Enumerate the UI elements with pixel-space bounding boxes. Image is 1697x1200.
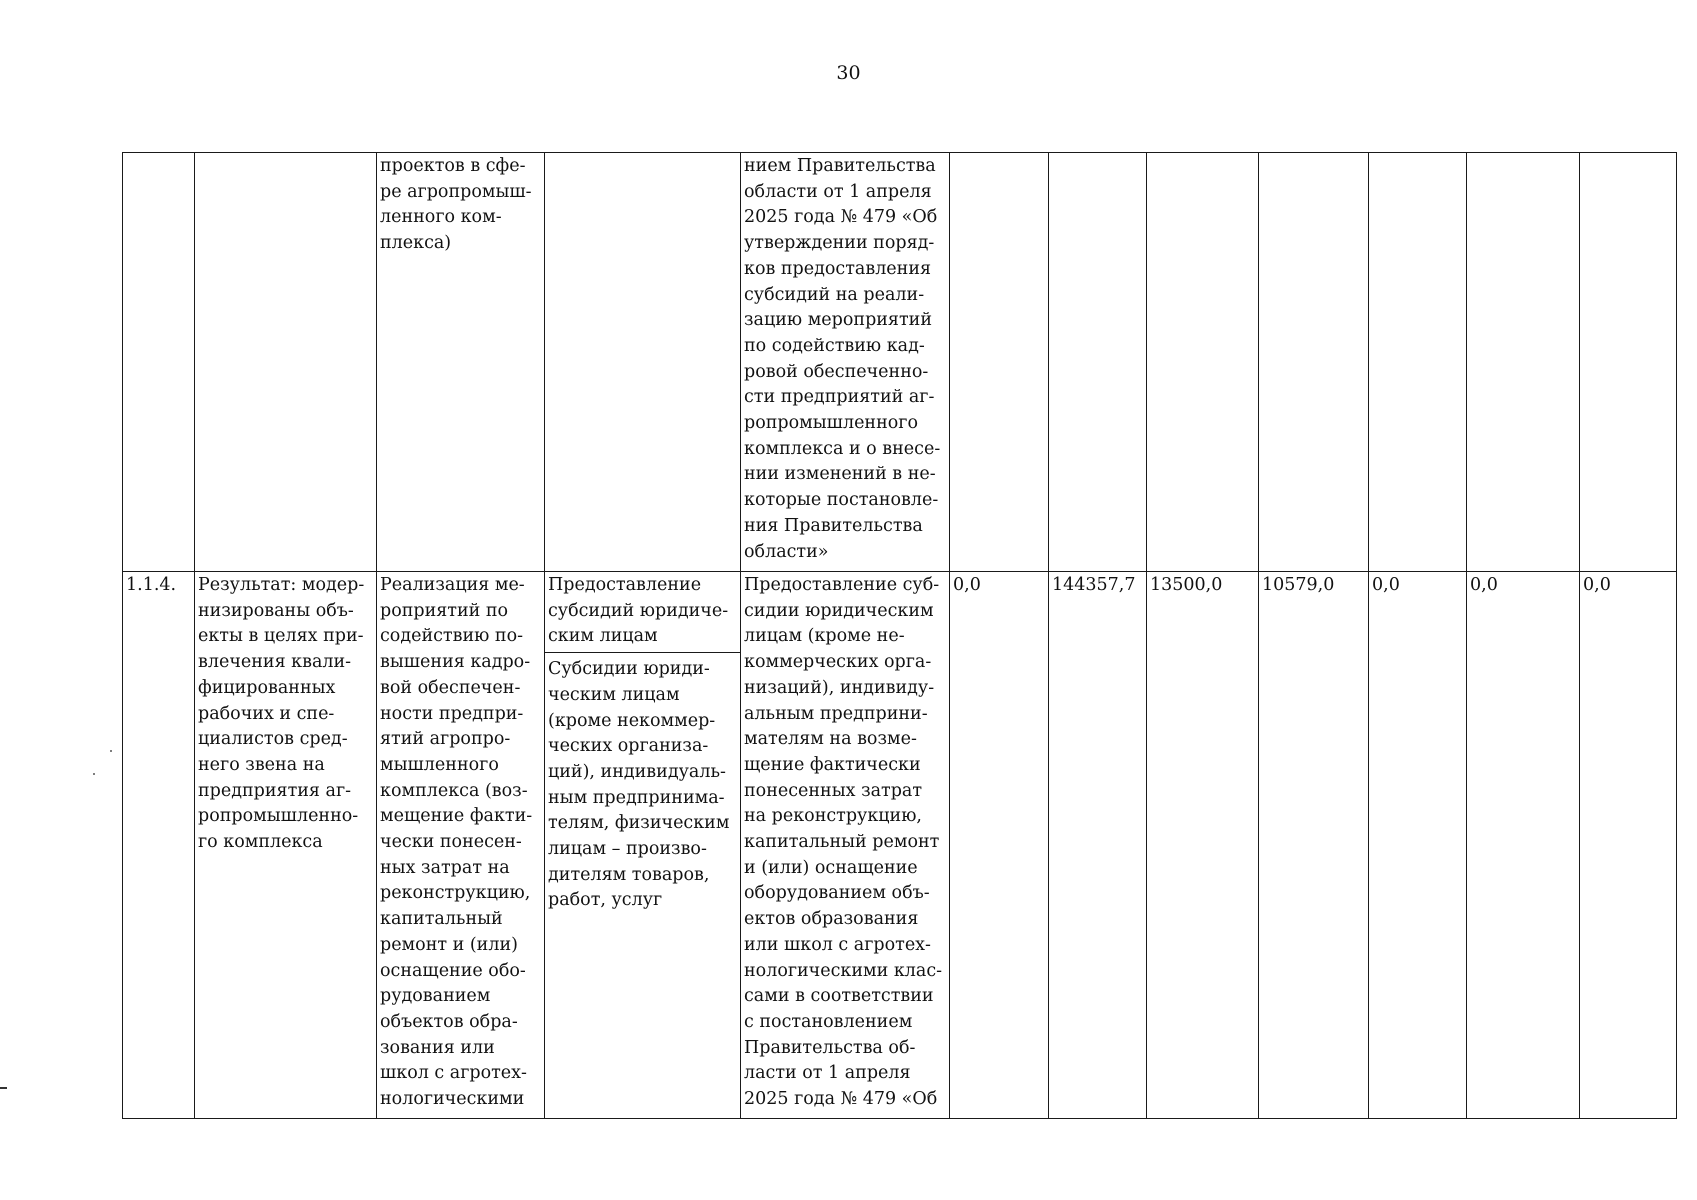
- row-number-cell: 1.1.4.: [123, 572, 195, 1119]
- value-cell: 0,0: [1580, 572, 1677, 1119]
- value-cell: 0,0: [1369, 572, 1467, 1119]
- row-number-cell: [123, 153, 195, 572]
- value-cell: [1049, 153, 1147, 572]
- value-cell: 0,0: [950, 572, 1049, 1119]
- table-row: [123, 572, 1677, 1119]
- value-cell: 144357,7: [1049, 572, 1147, 1119]
- value-cell: 0,0: [1467, 572, 1580, 1119]
- support-type-cell: [545, 572, 741, 1119]
- table-row: [123, 153, 1677, 572]
- support-type-text: Предоставление субсидий юридиче- ским лицам: [545, 572, 740, 653]
- result-cell: Результат: модер- низированы объ- екты в целях при- влечения квали- фицированных рабочих и спе- циалистов сред- него звена на предприятия аг- ропромышленно- го комплекса: [195, 572, 377, 1119]
- page-number: 30: [836, 62, 861, 84]
- measure-cell: Реализация ме- роприятий по содействию по- вышения кадро- вой обеспечен- ности предпри- ятий агропро- мышленного комплекса (воз- мещение факти- чески понесен- ных затрат на реконструкцию, капитальный ремонт и (или) оснащение обо- рудованием объектов обра- зования или школ с агротех- нологическими: [377, 572, 545, 1119]
- program-table: [122, 152, 1677, 1119]
- value-cell: [1147, 153, 1259, 572]
- legal-basis-cell: Предоставление суб- сидии юридическим лицам (кроме не- коммерческих орга- низаций), индивиду- альным предприни- мателям на возме- щение фактически понесенных затрат на реконструкцию, капитальный ремонт и (или) оснащение оборудованием объ- ектов образования или школ с агротех- нологическими клас- сами в соответствии с постановлением Правительства об- ласти от 1 апреля 2025 года № 479 «Об: [741, 572, 950, 1119]
- scan-dot: [93, 773, 95, 775]
- result-cell: [195, 153, 377, 572]
- value-cell: [1467, 153, 1580, 572]
- value-cell: [950, 153, 1049, 572]
- value-cell: 10579,0: [1259, 572, 1369, 1119]
- legal-basis-cell: нием Правительства области от 1 апреля 2025 года № 479 «Об утверждении поряд- ков предоставления субсидий на реали- зацию мероприятий по содействию кад- ровой обеспеченно- сти предприятий аг- ропромышленного комплекса и о внесе- нии изменений в не- которые постановле- ния Правительства области»: [741, 153, 950, 572]
- support-subtype-text: Субсидии юриди- ческим лицам (кроме некоммер- ческих организа- ций), индивидуаль- ным предпринима- телям, физическим лицам – произво- дителям товаров, работ, услуг: [548, 659, 730, 911]
- value-cell: 13500,0: [1147, 572, 1259, 1119]
- value-cell: [1580, 153, 1677, 572]
- value-cell: [1259, 153, 1369, 572]
- scan-dot: [110, 750, 112, 752]
- value-cell: [1369, 153, 1467, 572]
- support-type-cell: [545, 153, 741, 572]
- measure-cell: проектов в сфе- ре агропромыш- ленного ком- плекса): [377, 153, 545, 572]
- scan-edge-mark: [0, 1087, 7, 1089]
